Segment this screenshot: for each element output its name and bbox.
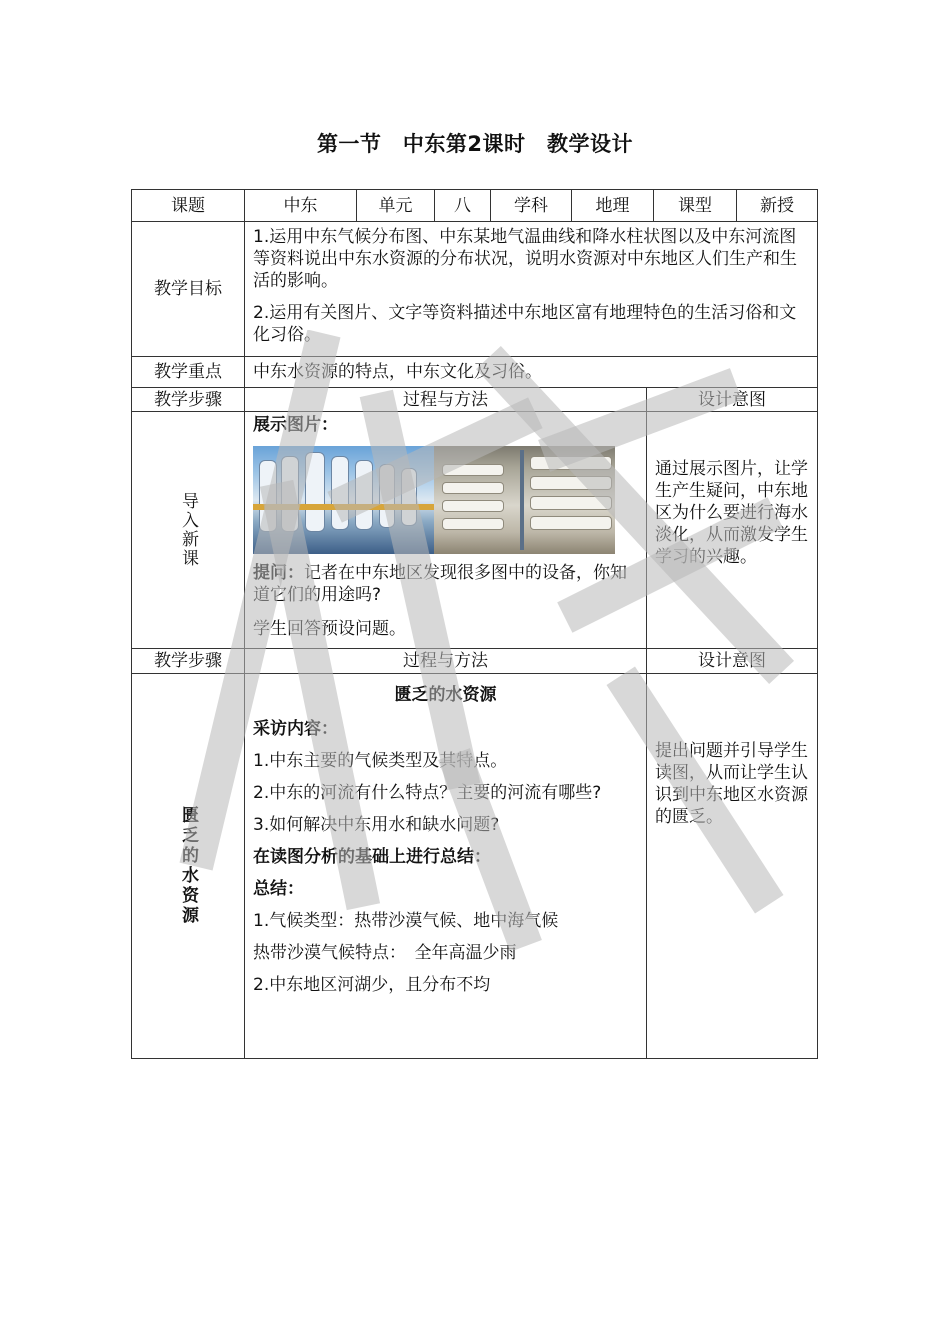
lesson-table [131,189,818,1059]
type-value: 新授 [736,189,818,222]
intro-label-cell [131,411,245,649]
steps-header-col2: 过程与方法 [244,387,647,412]
discipline-value: 地理 [571,189,654,222]
water-label-cell [131,673,245,1059]
water-intent: 提出问题并引导学生读图，从而让学生认识到中东地区水资源的匮乏。 [646,673,818,1059]
question-text: 记者在中东地区发现很多图中的设备，你知道它们的用途吗? [253,563,627,605]
steps-header-col1: 教学步骤 [131,648,245,674]
steps-header-col3: 设计意图 [646,387,818,412]
summary-item: 2.中东地区河湖少，且分布不均 [253,975,491,995]
water-content [244,673,647,1059]
steps-header-col3: 设计意图 [646,648,818,674]
steps-header-col2: 过程与方法 [244,648,647,674]
type-label: 课型 [653,189,737,222]
objective-item: 2.运用有关图片、文字等资料描述中东地区富有地理特色的生活习俗和文化习俗。 [253,303,797,345]
steps-header-col1: 教学步骤 [131,387,245,412]
subject-label: 课题 [131,189,245,222]
show-images-label: 展示图片： [253,415,338,435]
focus-label: 教学重点 [131,356,245,388]
intro-question [253,562,638,606]
intro-answer: 学生回答预设问题。 [253,619,406,639]
interview-label: 采访内容： [253,719,338,739]
water-heading: 匮乏的水资源 [394,685,497,705]
summary-item: 热带沙漠气候特点： 全年高温少雨 [253,943,517,963]
intro-label: 导入新课 [178,492,198,568]
interview-question: 3.如何解决中东用水和缺水问题? [253,815,500,835]
desalination-photo-2 [434,446,615,554]
focus-value: 中东水资源的特点，中东文化及习俗。 [244,356,818,388]
objectives-label: 教学目标 [131,221,245,357]
unit-value: 八 [434,189,491,222]
objectives-content [244,221,818,357]
question-label: 提问： [253,563,304,583]
interview-question: 2.中东的河流有什么特点？主要的河流有哪些? [253,783,602,803]
desalination-photo-1 [253,446,434,554]
summary-intro: 在读图分析的基础上进行总结： [253,847,491,867]
intro-content [244,411,647,649]
subject-value: 中东 [244,189,357,222]
interview-question: 1.中东主要的气候类型及其特点。 [253,751,508,771]
water-label: 匮乏的水资源 [178,806,198,926]
summary-label: 总结： [253,879,304,899]
discipline-label: 学科 [490,189,572,222]
objective-item: 1.运用中东气候分布图、中东某地气温曲线和降水柱状图以及中东河流图等资料说出中东水资源的分布状况，说明水资源对中东地区人们生产和生活的影响。 [253,227,797,291]
summary-item: 1.气候类型：热带沙漠气候、地中海气候 [253,911,559,931]
intro-intent: 通过展示图片，让学生产生疑问，中东地区为什么要进行海水淡化，从而激发学生学习的兴趣。 [646,411,818,649]
unit-label: 单元 [356,189,435,222]
page-title: 第一节 中东第2课时 教学设计 [316,132,634,156]
